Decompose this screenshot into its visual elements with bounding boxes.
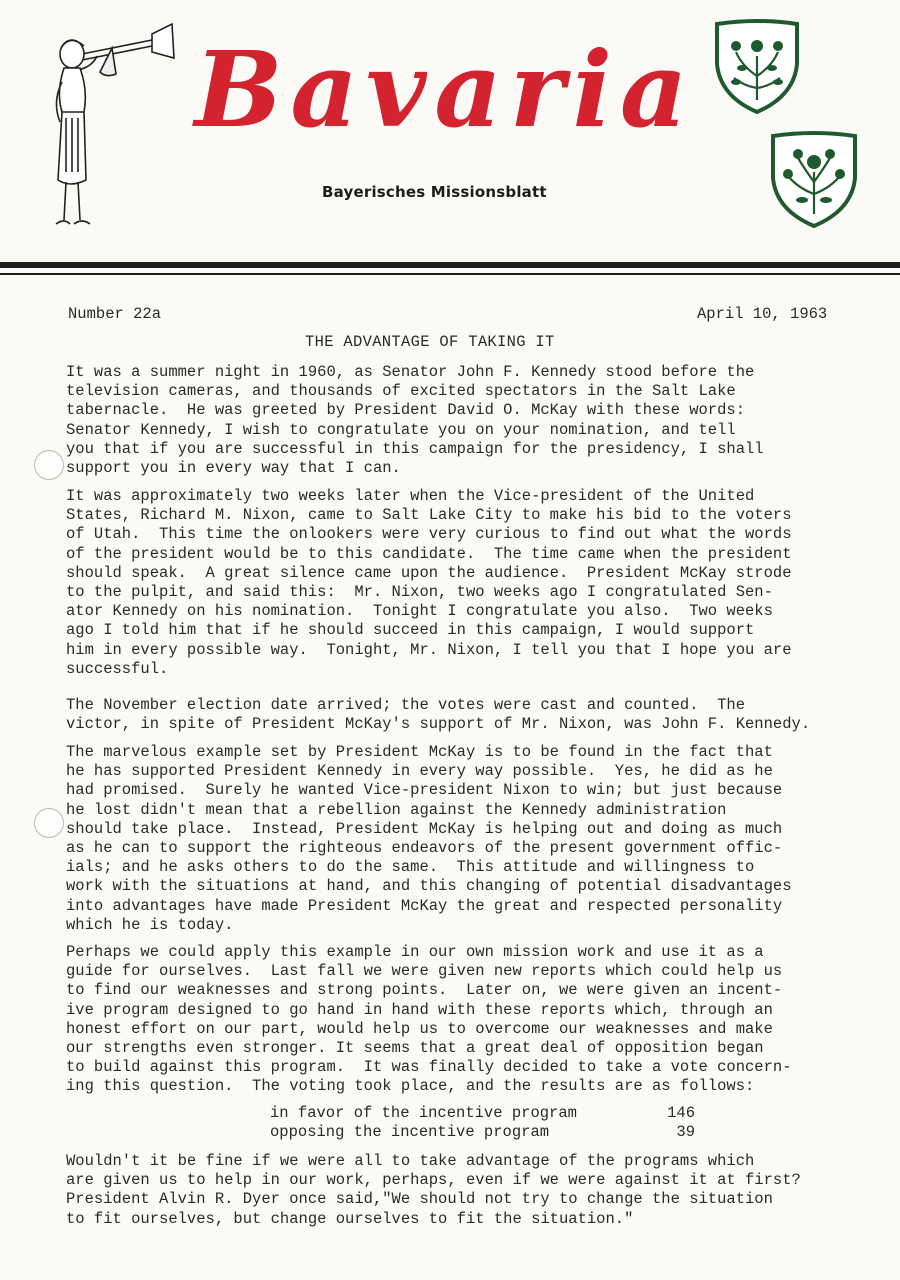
masthead-subtitle: Bayerisches Missionsblatt: [322, 183, 547, 201]
vote-results-table: [270, 1104, 695, 1142]
article-paragraph: The marvelous example set by President McKay is to be found in the fact that he has supported President Kennedy in every way possible. Yes, he did as he had promised. Surely he wanted Vice-president Nixon to win; but just because he lost didn't mean that a rebellion against the Kennedy administration should take place. Instead, President McKay is helping out and doing as much as he can to support the righteous endeavors of the present government offic- ials; and he asks others to do the same. This attitude and willingness to work with the situations at hand, and this changing of potential disadvantages into advantages have made President McKay the great and respected personality which he is today.: [66, 743, 792, 934]
crest-shield-icon: [768, 128, 860, 230]
masthead-rule-thin: [0, 273, 900, 275]
herald-trumpeter-icon: [42, 12, 177, 242]
issue-number: Number 22a: [68, 305, 162, 323]
issue-date: April 10, 1963: [697, 305, 828, 323]
article-paragraph: Wouldn't it be fine if we were all to take advantage of the programs which are given us to help in our work, perhaps, even if we were against it at first? President Alvin R. Dyer once said,"We should not try to change the situation to fit ourselves, but change ourselves to fit the situation.": [66, 1152, 801, 1228]
crest-shield-icon: [712, 16, 802, 116]
punch-hole: [34, 808, 64, 838]
masthead-title: Bavaria: [194, 28, 696, 151]
vote-label: opposing the incentive program: [270, 1123, 550, 1142]
article-paragraph: It was approximately two weeks later when the Vice-president of the United States, Richard M. Nixon, came to Salt Lake City to make his bid to the voters of Utah. This time the onlookers were very curious to find out what the words of the president would be to this candidate. The time came when the president should speak. A great silence came upon the audience. President McKay strode to the pulpit, and said this: Mr. Nixon, two weeks ago I congratulated Sen- ator Kennedy on his nomination. Tonight I congratulate you also. Two weeks ago I told him that if he should succeed in this campaign, I would support him in every possible way. Tonight, Mr. Nixon, I tell you that I hope you are successful.: [66, 487, 792, 678]
article-paragraph: It was a summer night in 1960, as Senator John F. Kennedy stood before the television cameras, and thousands of excited spectators in the Salt Lake tabernacle. He was greeted by President David O. McKay with these words: Senator Kennedy, I wish to congratulate you on your nomination, and tell you that if you are successful in this campaign for the presidency, I shall support you in every way that I can.: [66, 363, 764, 478]
article-paragraph: Perhaps we could apply this example in our own mission work and use it as a guide for ourselves. Last fall we were given new reports which could help us to find our weaknesses and strong points. Later on, we were given an incent- ive program designed to go hand in hand with these reports which, through an honest effort on our part, would help us to overcome our weaknesses and make our strengths even stronger. It seems that a great deal of opposition began to build against this program. It was finally decided to take a vote concern- ing this question. The voting took place, and the results are as follows:: [66, 943, 792, 1096]
article-paragraph: The November election date arrived; the votes were cast and counted. The victor, in spite of President McKay's support of Mr. Nixon, was John F. Kennedy.: [66, 696, 811, 734]
vote-row: [270, 1104, 695, 1123]
vote-count: 39: [676, 1123, 695, 1142]
masthead-rule-thick: [0, 262, 900, 268]
punch-hole: [34, 450, 64, 480]
vote-row: [270, 1123, 695, 1142]
masthead: [0, 0, 900, 280]
article-title: THE ADVANTAGE OF TAKING IT: [305, 333, 555, 351]
vote-count: 146: [667, 1104, 695, 1122]
vote-label: in favor of the incentive program: [270, 1104, 577, 1122]
